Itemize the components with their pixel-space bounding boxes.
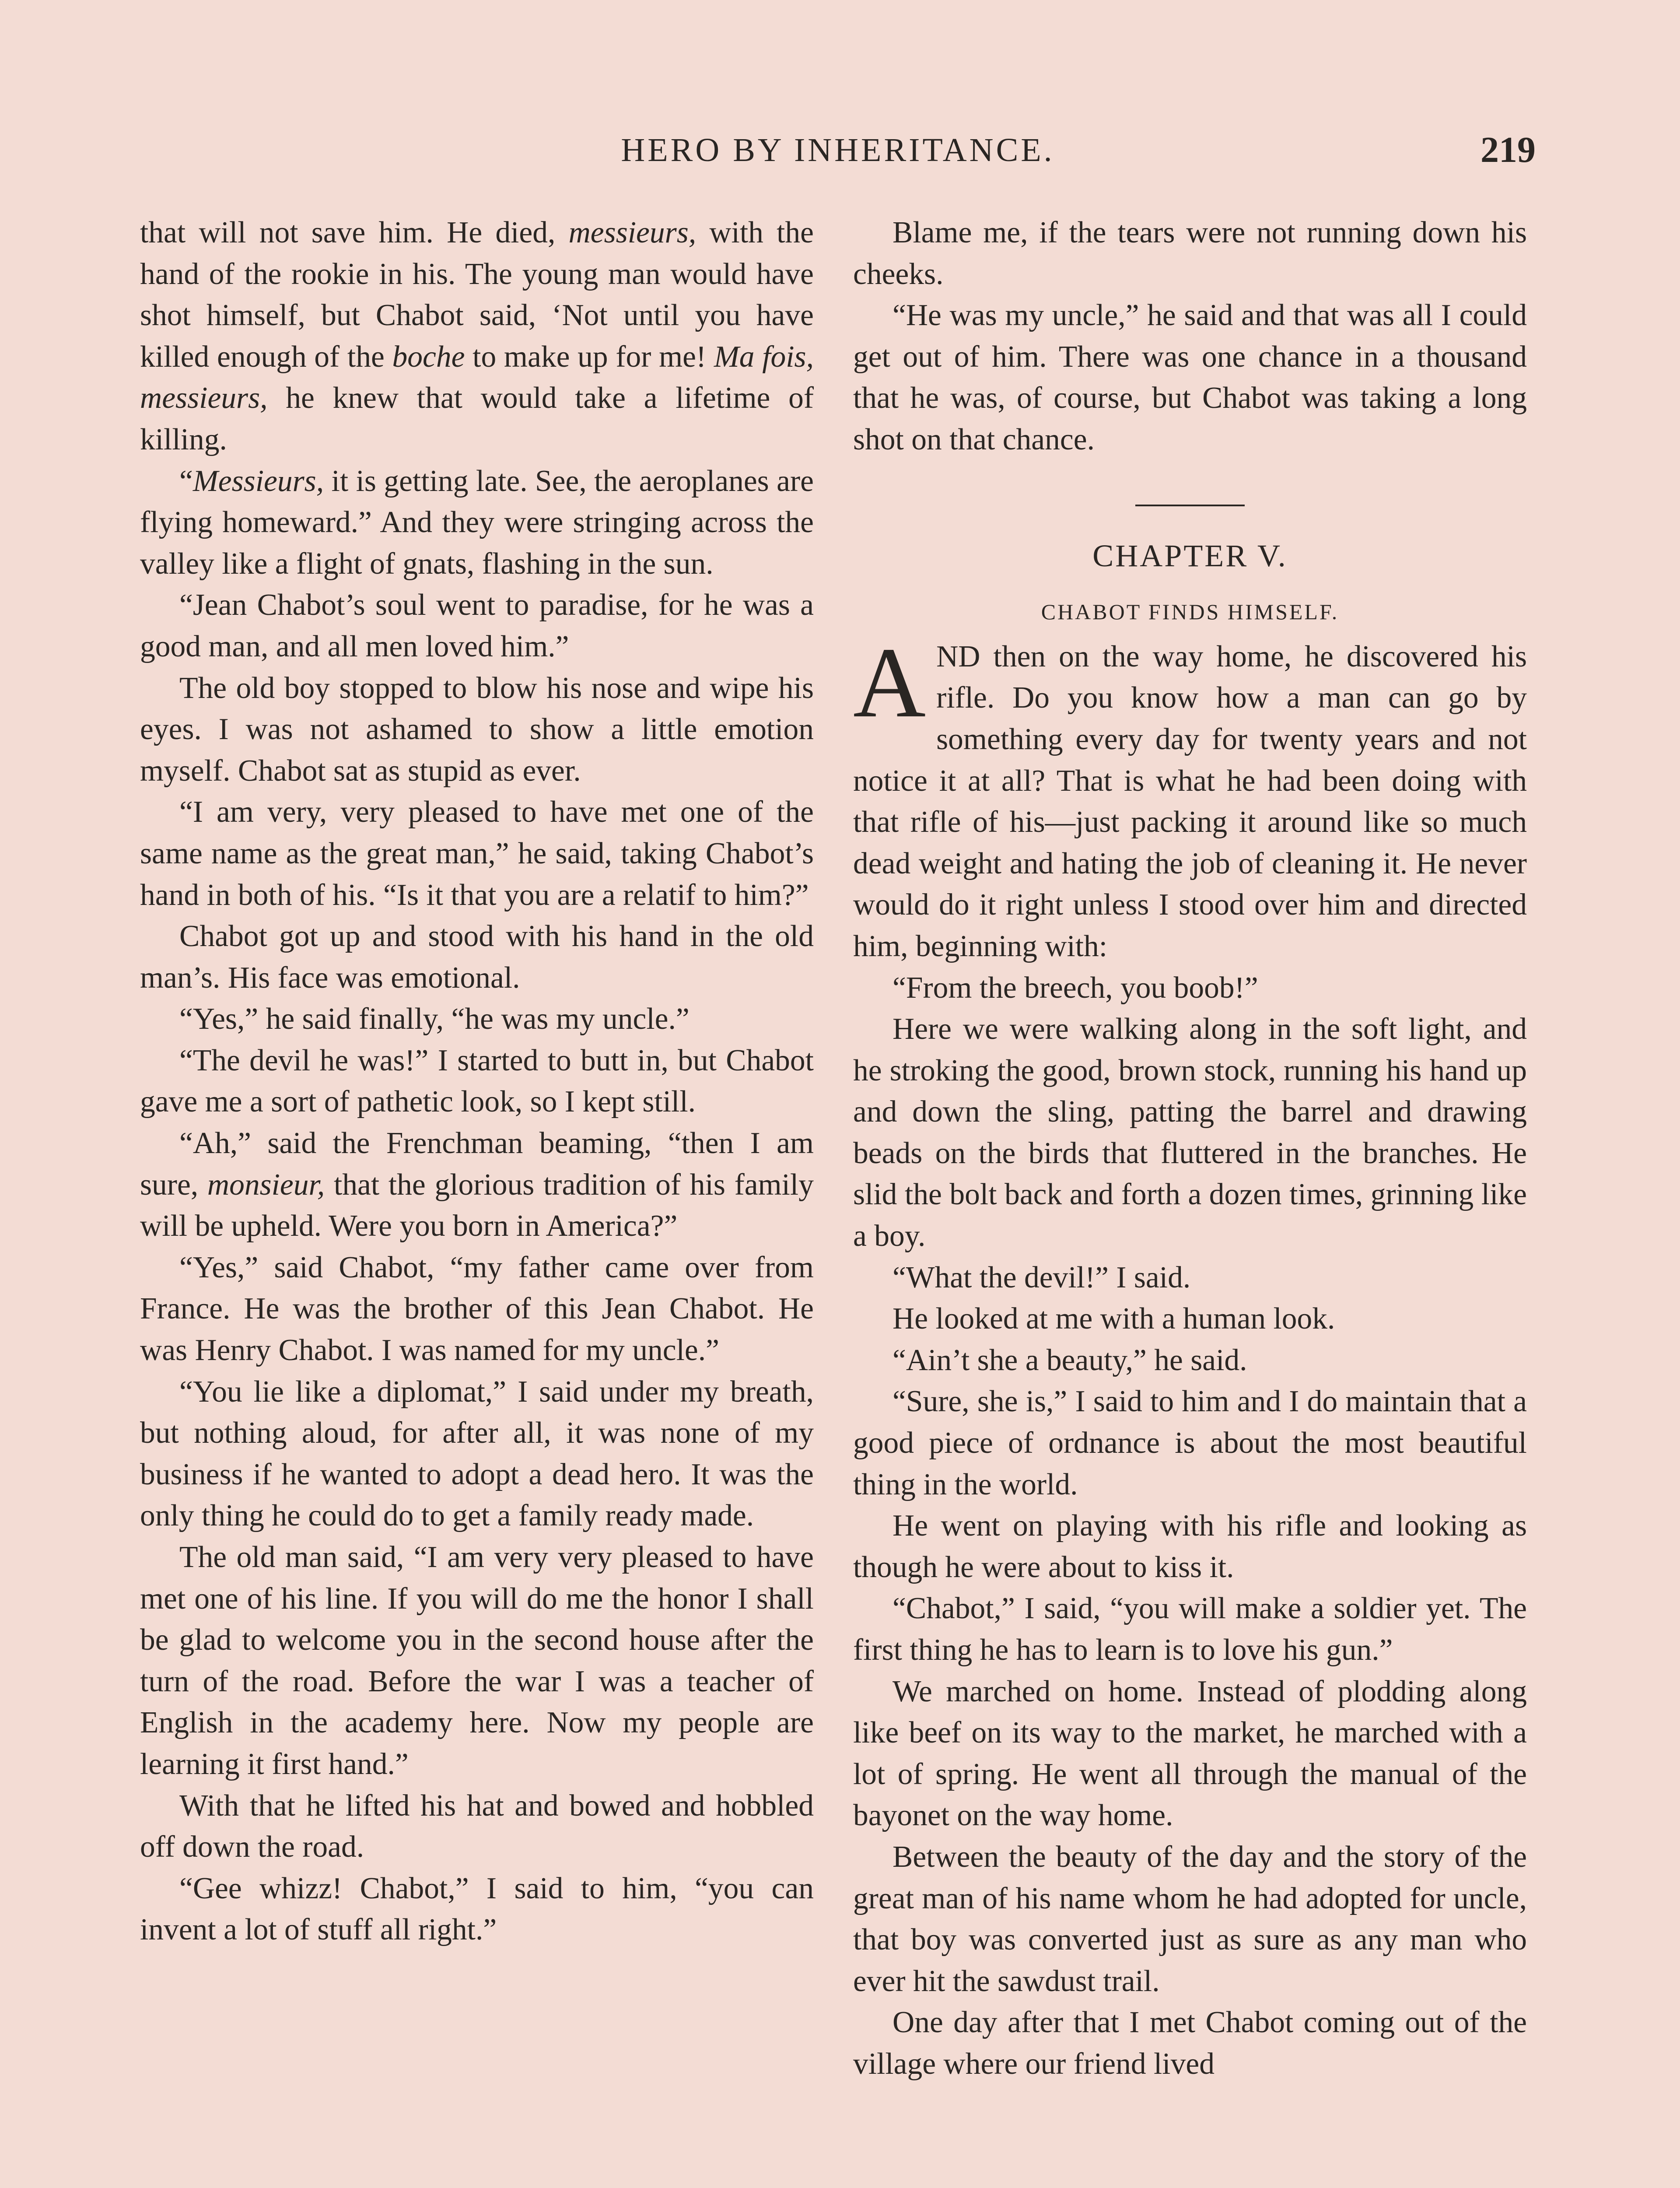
- chapter-title: CHAPTER V.: [1092, 538, 1288, 573]
- paragraph: “He was my uncle,” he said and that was all I could get out of him. There was one chance in a thousand that he was, of course, but Chabot was taking a long shot on that chance.: [853, 298, 1527, 456]
- paragraph: Blame me, if the tears were not running down his cheeks.: [853, 216, 1527, 291]
- drop-cap: A: [853, 626, 926, 738]
- running-header: [140, 131, 1536, 184]
- paragraph: Chabot got up and stood with his hand in the old man’s. His face was emotional.: [140, 919, 814, 995]
- left-column: [140, 212, 814, 1951]
- paragraph: He went on playing with his rifle and looking as though he were about to kiss it.: [853, 1509, 1527, 1584]
- paragraph: The old boy stopped to blow his nose and wipe his eyes. I was not ashamed to show a little emotion myself. Chabot sat as stupid as ever.: [140, 671, 814, 788]
- paragraph: Between the beauty of the day and the story of the great man of his name whom he had adopted for uncle, that boy was converted just as sure as any man who ever hit the sawdust trail.: [853, 1840, 1527, 1998]
- paragraph: “Jean Chabot’s soul went to paradise, for he was a good man, and all men loved him.”: [140, 588, 814, 663]
- paragraph: We marched on home. Instead of plodding along like beef on its way to the market, he marched with a lot of spring. He went all through the manual of the bayonet on the way home.: [853, 1674, 1527, 1833]
- running-title: HERO BY INHERITANCE.: [621, 132, 1055, 168]
- paragraph: “Gee whizz! Chabot,” I said to him, “you can invent a lot of stuff all right.”: [140, 1871, 814, 1947]
- paragraph: “Chabot,” I said, “you will make a soldier yet. The first thing he has to learn is to love his gun.”: [853, 1592, 1527, 1667]
- paragraph: “Yes,” said Chabot, “my father came over from France. He was the brother of this Jean Chabot. He was Henry Chabot. I was named for my uncle.”: [140, 1250, 814, 1368]
- paragraph: “Sure, she is,” I said to him and I do maintain that a good piece of ordnance is about the most beautiful thing in the world.: [853, 1385, 1527, 1501]
- chapter-subtitle: CHABOT FINDS HIMSELF.: [1041, 600, 1339, 624]
- paragraph: He looked at me with a human look.: [892, 1302, 1335, 1336]
- chapter-opening-text: ND then on the way home, he discovered his rifle. Do you know how a man can go by something every day for twenty years and not notice it at all? That is what he had been doing with that rifle of his—just packing it around like so much dead weight and hating the job of cleaning it. He never would do it right unless I stood over him and directed him, beginning with:: [853, 639, 1527, 963]
- paragraph: One day after that I met Chabot coming out of the village where our friend lived: [853, 2006, 1527, 2081]
- paragraph: “Ah,” said the Frenchman beaming, “then I am sure, monsieur, that the glorious tradition of his family will be upheld. Were you born in America?”: [140, 1126, 814, 1243]
- page-number: 219: [1480, 130, 1536, 170]
- paragraph: “Yes,” he said finally, “he was my uncle.”: [179, 1002, 690, 1036]
- paragraph: With that he lifted his hat and bowed and hobbled off down the road.: [140, 1788, 814, 1864]
- paragraph: that will not save him. He died, messieurs, with the hand of the rookie in his. The young man would have shot himself, but Chabot said, ‘Not until you have killed enough of the boche to make up for me! Ma fois, messieurs, he knew that would take a lifetime of killing.: [140, 216, 814, 456]
- paragraph: “What the devil!” I said.: [892, 1260, 1191, 1294]
- chapter-opening-paragraph: [853, 626, 1527, 968]
- paragraph: “You lie like a diplomat,” I said under my breath, but nothing aloud, for after all, it was none of my business if he wanted to adopt a dead hero. It was the only thing he could do to get a family ready made.: [140, 1375, 814, 1533]
- paragraph: “Messieurs, it is getting late. See, the aeroplanes are flying homeward.” And they were stringing across the valley like a flight of gnats, flashing in the sun.: [140, 464, 814, 581]
- section-divider: [1135, 505, 1245, 506]
- right-column: [853, 212, 1527, 2085]
- paragraph: “The devil he was!” I started to butt in, but Chabot gave me a sort of pathetic look, so I kept still.: [140, 1043, 814, 1119]
- paragraph: “I am very, very pleased to have met one of the same name as the great man,” he said, taking Chabot’s hand in both of his. “Is it that you are a relatif to him?”: [140, 795, 814, 912]
- paragraph: “Ain’t she a beauty,” he said.: [892, 1343, 1247, 1377]
- paragraph: “From the breech, you boob!”: [892, 971, 1258, 1005]
- paragraph: Here we were walking along in the soft light, and he stroking the good, brown stock, running his hand up and down the sling, patting the barrel and drawing beads on the birds that fluttered in the branches. He slid the bolt back and forth a dozen times, grinning like a boy.: [853, 1012, 1527, 1253]
- paragraph: The old man said, “I am very very pleased to have met one of his line. If you will do me the honor I shall be glad to welcome you in the second house after the turn of the road. Before the war I was a teacher of English in the academy here. Now my people are learning it first hand.”: [140, 1540, 814, 1781]
